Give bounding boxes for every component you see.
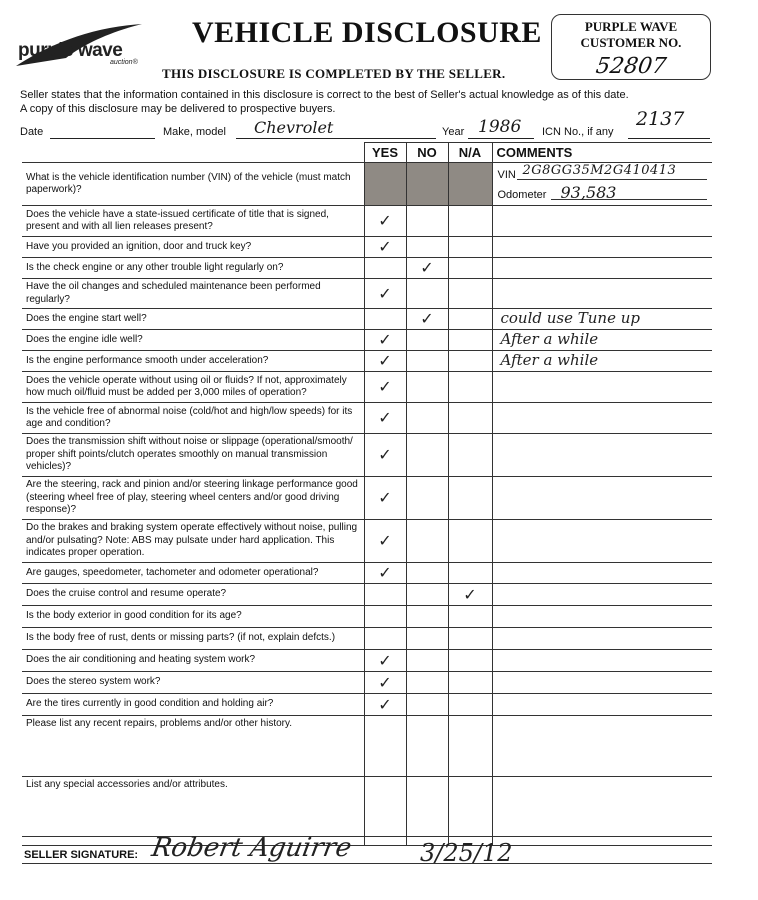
comment-cell[interactable] [492,403,712,434]
checkmark-icon: ✓ [463,584,477,604]
answer-na-checkbox[interactable] [448,520,492,563]
answer-na-checkbox[interactable] [448,237,492,258]
comment-cell[interactable] [492,477,712,520]
question-row [22,477,712,520]
answer-yes-checkbox[interactable] [364,584,406,606]
special-accessories-row-label: List any special accessories and/or attributes. [22,777,364,846]
answer-no-checkbox[interactable] [406,477,448,520]
comment-text: could use Tune up [500,309,640,327]
answer-na-checkbox[interactable] [448,206,492,237]
question-row [22,606,712,628]
customer-number-value: 52807 [594,54,668,79]
checkmark-icon: ✓ [378,351,392,370]
signature-date: 3/25/12 [420,839,513,867]
question-text: Are the steering, rack and pinion and/or steering linkage performance good (steering wheel free of play, steering wheel centers and/or good driving response)? [22,477,364,520]
answer-na-checkbox[interactable] [448,672,492,694]
answer-yes-checkbox[interactable] [364,434,406,477]
na-column-header: N/A [448,143,492,163]
disclosure-table [22,142,712,846]
answer-na-checkbox[interactable] [448,403,492,434]
vin-label: VIN [497,169,516,181]
answer-no-checkbox[interactable] [406,309,448,330]
icn-field[interactable] [628,108,710,139]
answer-no-checkbox[interactable] [406,351,448,372]
comment-cell[interactable] [492,372,712,403]
checkmark-icon: ✓ [378,211,392,230]
answer-no-checkbox[interactable] [406,650,448,672]
answer-no-checkbox[interactable] [406,372,448,403]
date-label: Date [20,126,44,138]
answer-na-checkbox[interactable] [448,330,492,351]
checkmark-icon: ✓ [378,283,392,303]
question-row [22,351,712,372]
answer-na-checkbox[interactable] [448,309,492,330]
question-row [22,372,712,403]
checkmark-icon: ✓ [378,377,392,396]
question-text: Does the stereo system work? [22,672,364,694]
checkmark-icon: ✓ [378,563,392,582]
table-header-row [22,143,712,163]
make-model-field[interactable] [236,118,436,139]
question-row [22,330,712,351]
answer-no-checkbox[interactable] [406,279,448,309]
answer-no-checkbox[interactable] [406,584,448,606]
vin-no-shaded-cell [406,163,448,206]
comment-cell[interactable] [492,606,712,628]
answer-yes-checkbox[interactable] [364,563,406,584]
recent-repairs-row [22,716,712,777]
answer-no-checkbox[interactable] [406,520,448,563]
question-text: Is the body free of rust, dents or missing parts? (if not, explain defcts.) [22,628,364,650]
vin-na-shaded-cell [448,163,492,206]
vin-row [22,163,712,206]
comment-text: After a while [500,330,599,348]
checkmark-icon: ✓ [378,694,392,714]
question-row [22,434,712,477]
answer-yes-checkbox[interactable] [364,650,406,672]
comment-cell[interactable] [492,584,712,606]
customer-label-line1: PURPLE WAVE [584,19,678,34]
comment-text: After a while [500,351,599,369]
checkmark-icon: ✓ [378,531,392,550]
answer-na-checkbox[interactable] [448,563,492,584]
comment-cell[interactable] [492,258,712,279]
seller-statement [20,88,720,116]
vin-question: What is the vehicle identification number (VIN) of the vehicle (must match paperwork)? [22,163,364,206]
answer-na-checkbox[interactable] [448,650,492,672]
question-text: Is the engine performance smooth under acceleration? [22,351,364,372]
make-model-value: Chevrolet [254,118,334,137]
vin-underline [517,179,707,180]
answer-no-checkbox[interactable] [406,606,448,628]
checkmark-icon: ✓ [378,488,392,507]
answer-na-checkbox[interactable] [448,584,492,606]
answer-no-checkbox[interactable] [406,330,448,351]
comment-cell[interactable] [492,628,712,650]
answer-yes-checkbox[interactable] [364,672,406,694]
answer-yes-checkbox[interactable] [364,309,406,330]
checkmark-icon: ✓ [378,650,392,670]
comment-cell[interactable] [492,694,712,716]
comment-cell[interactable] [492,672,712,694]
question-text: Do the brakes and braking system operate effectively without noise, pulling and/or pulsating? Note: ABS may pulsate under hard application. This indicates proper operation. [22,520,364,563]
question-row [22,563,712,584]
answer-no-checkbox[interactable] [406,628,448,650]
answer-yes-checkbox[interactable] [364,206,406,237]
statement-line1: Seller states that the information contained in this disclosure is correct to the best of Seller's actual knowledge as of this date. [20,89,629,101]
question-row [22,694,712,716]
answer-yes-checkbox[interactable] [364,330,406,351]
question-row [22,206,712,237]
comment-cell[interactable] [492,351,712,372]
question-text: Does the vehicle operate without using oil or fluids? If not, approximately how much oil/fluid must be added per 3,000 miles of operation? [22,372,364,403]
checkmark-icon: ✓ [378,330,392,349]
odometer-value[interactable]: 93,583 [560,183,617,202]
checkmark-icon: ✓ [420,258,434,277]
customer-label-line2: CUSTOMER NO. [580,35,682,50]
question-text: Does the cruise control and resume operate? [22,584,364,606]
question-text: Are the tires currently in good condition and holding air? [22,694,364,716]
question-text: Have you provided an ignition, door and truck key? [22,237,364,258]
signature-row [22,833,712,867]
answer-no-checkbox[interactable] [406,237,448,258]
question-text: Does the engine idle well? [22,330,364,351]
no-column-header: NO [406,143,448,163]
comment-cell[interactable] [492,520,712,563]
answer-no-checkbox[interactable] [406,206,448,237]
question-text: Does the transmission shift without noise or slippage (operational/smooth/ proper shift points/clutch operates smoothly on manual transmission vehicles)? [22,434,364,477]
question-text: Does the engine start well? [22,309,364,330]
answer-na-checkbox[interactable] [448,694,492,716]
comment-cell[interactable] [492,279,712,309]
question-row [22,584,712,606]
recent-repairs-row-label: Please list any recent repairs, problems and/or other history. [22,716,364,777]
question-text: Does the vehicle have a state-issued certificate of title that is signed, present and with all lien releases present? [22,206,364,237]
question-text: Is the vehicle free of abnormal noise (cold/hot and high/low speeds) for its age and condition? [22,403,364,434]
answer-na-checkbox[interactable] [448,606,492,628]
answer-no-checkbox[interactable] [406,403,448,434]
year-label: Year [442,126,465,138]
answer-na-checkbox[interactable] [448,434,492,477]
icn-value: 2137 [636,108,685,130]
vin-comment-cell [492,163,712,206]
answer-yes-checkbox[interactable] [364,606,406,628]
answer-na-checkbox[interactable] [448,351,492,372]
answer-yes-checkbox[interactable] [364,694,406,716]
question-row [22,279,712,309]
answer-yes-checkbox[interactable] [364,279,406,309]
answer-yes-checkbox[interactable] [364,520,406,563]
recent-repairs-row-input[interactable] [492,716,712,777]
checkmark-icon: ✓ [378,237,392,256]
answer-no-checkbox[interactable] [406,258,448,279]
statement-line2: A copy of this disclosure may be delivered to prospective buyers. [20,103,336,115]
question-text: Is the body exterior in good condition for its age? [22,606,364,628]
question-text: Are gauges, speedometer, tachometer and odometer operational? [22,563,364,584]
logo-subtext: auction® [110,59,138,66]
question-row [22,237,712,258]
question-row [22,672,712,694]
checkmark-icon: ✓ [420,309,434,328]
vin-yes-shaded-cell [364,163,406,206]
comment-cell[interactable] [492,330,712,351]
question-row [22,520,712,563]
comments-column-header: COMMENTS [492,143,712,163]
seller-signature: Robert Aguirre [149,833,354,863]
answer-na-checkbox[interactable] [448,628,492,650]
checkmark-icon: ✓ [378,445,392,464]
date-field[interactable] [50,126,155,139]
page-subtitle: THIS DISCLOSURE IS COMPLETED BY THE SELLER. [162,66,506,81]
question-text: Is the check engine or any other trouble light regularly on? [22,258,364,279]
answer-no-checkbox[interactable] [406,563,448,584]
customer-number-box [551,14,711,80]
year-value: 1986 [478,117,522,137]
page-title: VEHICLE DISCLOSURE [192,16,542,49]
question-row [22,403,712,434]
answer-no-checkbox[interactable] [406,672,448,694]
customer-number-label [552,19,710,51]
answer-na-checkbox[interactable] [448,477,492,520]
comment-cell[interactable] [492,563,712,584]
purple-wave-logo [14,18,154,78]
answer-yes-checkbox[interactable] [364,403,406,434]
answer-yes-checkbox[interactable] [364,372,406,403]
question-row [22,628,712,650]
question-text: Does the air conditioning and heating system work? [22,650,364,672]
answer-yes-checkbox[interactable] [364,237,406,258]
answer-na-checkbox[interactable] [448,279,492,309]
question-row [22,650,712,672]
checkmark-icon: ✓ [378,672,392,692]
answer-yes-checkbox[interactable] [364,258,406,279]
signature-label: SELLER SIGNATURE: [24,849,139,861]
answer-na-checkbox[interactable] [448,258,492,279]
answer-na-checkbox[interactable] [448,372,492,403]
logo-text: purple wave [18,40,123,61]
vin-value[interactable]: 2G8GG35M2G410413 [522,163,677,178]
comment-cell[interactable] [492,206,712,237]
question-row [22,258,712,279]
answer-no-checkbox[interactable] [406,694,448,716]
icn-label: ICN No., if any [542,126,614,138]
comment-cell[interactable] [492,237,712,258]
answer-yes-checkbox[interactable] [364,628,406,650]
yes-column-header: YES [364,143,406,163]
answer-yes-checkbox[interactable] [364,351,406,372]
question-row [22,309,712,330]
odometer-label: Odometer [497,189,547,201]
year-field[interactable] [468,117,534,139]
answer-no-checkbox[interactable] [406,434,448,477]
comment-cell[interactable] [492,650,712,672]
question-text: Have the oil changes and scheduled maintenance been performed regularly? [22,279,364,309]
make-model-label: Make, model [163,126,226,138]
comment-cell[interactable] [492,434,712,477]
checkmark-icon: ✓ [378,408,392,427]
answer-yes-checkbox[interactable] [364,477,406,520]
comment-cell[interactable] [492,309,712,330]
